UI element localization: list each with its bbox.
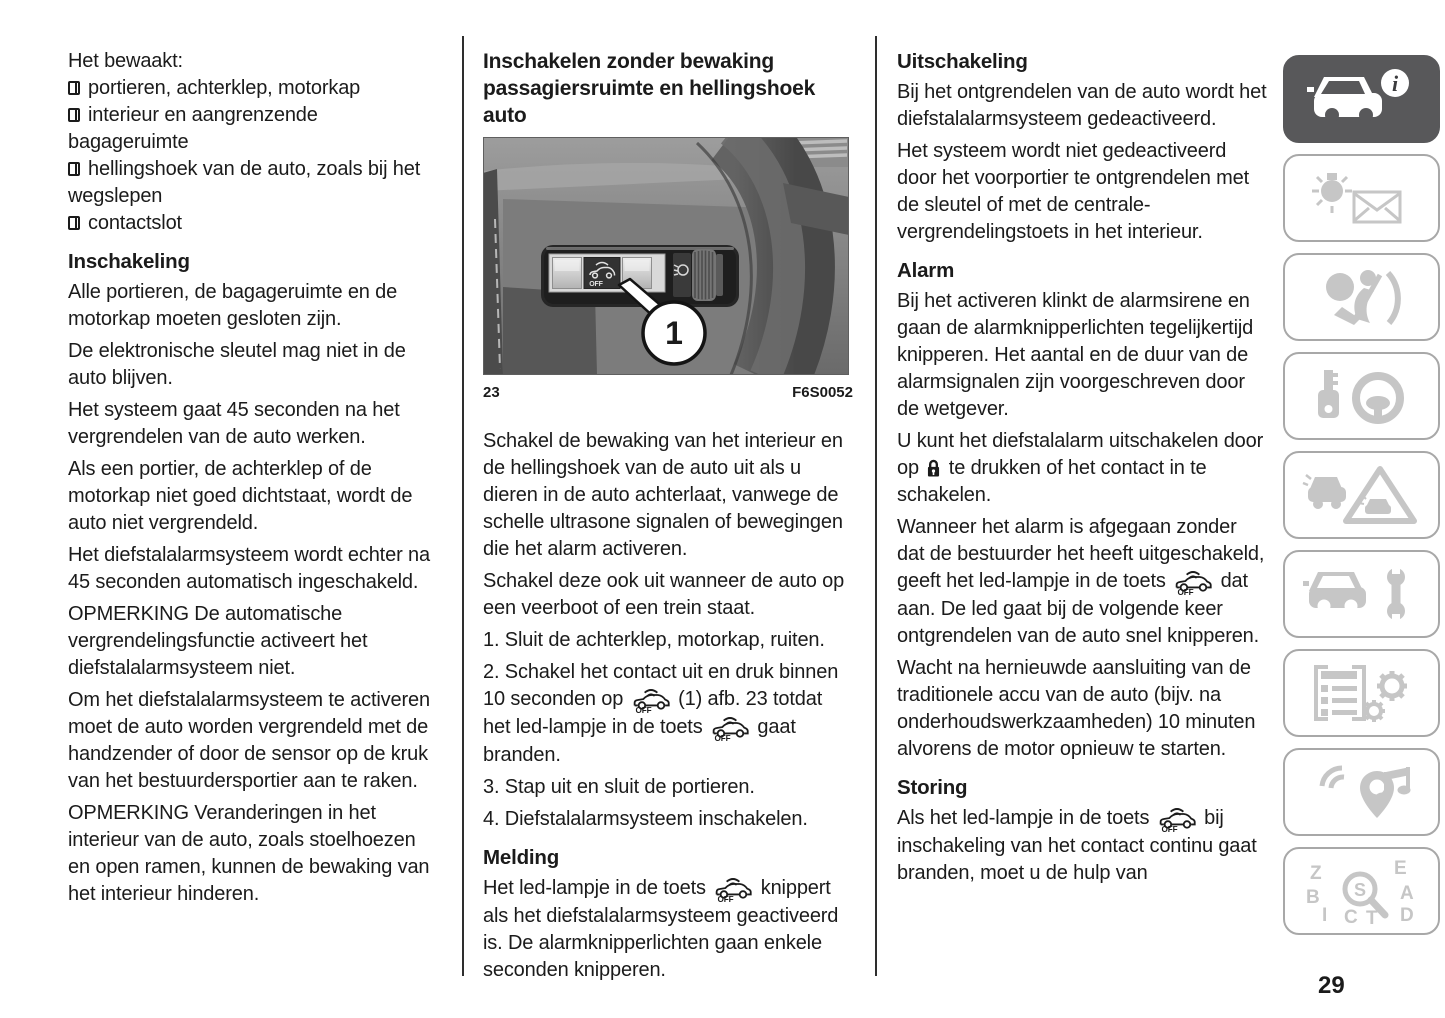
car-interior-monitoring-off-icon bbox=[710, 714, 750, 742]
paragraph: Het diefstalalarmsysteem wordt echter na 45 seconden automatisch ingeschakeld. bbox=[68, 544, 430, 593]
chapter-tab-index bbox=[1283, 847, 1440, 935]
technical-data-gears-icon bbox=[1302, 659, 1422, 727]
svg-text:T: T bbox=[1365, 908, 1378, 925]
svg-text:OFF: OFF bbox=[714, 734, 731, 742]
section-heading: Storing bbox=[897, 776, 968, 799]
callout-number: 1 bbox=[665, 315, 683, 351]
paragraph: Schakel deze ook uit wanneer de auto op een veerboot of een trein staat. bbox=[483, 570, 845, 619]
key-steering-wheel-icon bbox=[1302, 362, 1422, 430]
intro-line: Het bewaakt: bbox=[68, 50, 183, 72]
svg-text:A: A bbox=[1399, 883, 1414, 904]
dashboard-illustration bbox=[483, 137, 849, 375]
paragraph: Om het diefstalalarmsysteem te activeren moet de auto worden vergrendeld met de handzender of door de sensor op de kruk van het bestuurdersportier aan te raken. bbox=[68, 689, 430, 792]
paragraph: OPMERKING De automatische vergrendelingsfunctie activeert het diefstalalarmsysteem niet. bbox=[68, 603, 368, 679]
column-divider bbox=[462, 36, 464, 976]
paragraph: Wacht na hernieuwde aansluiting van de traditionele accu van de auto (bijv. na onderhoudswerkzaamheden) 10 minuten alvorens de motor opnieuw te starten. bbox=[897, 657, 1256, 760]
chapter-tab-emergency bbox=[1283, 451, 1440, 539]
svg-text:OFF: OFF bbox=[1161, 825, 1178, 833]
paragraph: Alle portieren, de bagageruimte en de motorkap moeten gesloten zijn. bbox=[68, 281, 398, 330]
button-off-label: OFF bbox=[589, 281, 603, 288]
section-heading: Inschakelen zonder bewaking passagiersruimte en hellingshoek auto bbox=[483, 50, 816, 127]
car-interior-monitoring-off-icon bbox=[1157, 805, 1197, 833]
svg-text:OFF: OFF bbox=[1177, 588, 1194, 596]
step-item: 3. Stap uit en sluit de portieren. bbox=[483, 776, 755, 798]
paragraph: OPMERKING Veranderingen in het interieur van de auto, zoals stoelhoezen en open ramen, kunnen de bewaking van het interieur hinderen. bbox=[68, 802, 430, 905]
paragraph: Als een portier, de achterklep of de motorkap niet goed dichtstaat, wordt de auto niet vergrendeld. bbox=[68, 458, 413, 534]
square-bullet-icon bbox=[68, 108, 80, 122]
svg-text:I: I bbox=[1321, 905, 1327, 925]
svg-text:C: C bbox=[1343, 907, 1358, 925]
step-item: 2. Schakel het contact uit en druk binnen 10 seconden op OFF (1) afb. 23 totdat het led-lampje in de toets OFF gaat branden. bbox=[483, 661, 839, 766]
paragraph: Het systeem gaat 45 seconden na het vergrendelen van de auto werken. bbox=[68, 399, 400, 448]
svg-text:OFF: OFF bbox=[717, 895, 734, 903]
page-number: 29 bbox=[1318, 972, 1345, 999]
column-2 bbox=[483, 48, 853, 989]
chapter-tab-starting-driving bbox=[1283, 352, 1440, 440]
padlock-icon bbox=[926, 458, 941, 478]
service-wrench-icon bbox=[1302, 560, 1422, 628]
emergency-warning-triangle-icon bbox=[1302, 461, 1422, 529]
figure-caption bbox=[483, 379, 853, 406]
paragraph: Het systeem wordt niet gedeactiveerd door het voorportier te ontgrendelen met de sleutel of met de centrale-vergrendelingstoets in het interieur. bbox=[897, 140, 1249, 243]
column-1 bbox=[68, 48, 442, 913]
svg-text:OFF: OFF bbox=[635, 706, 652, 714]
chapter-tab-dashboard-messages bbox=[1283, 154, 1440, 242]
car-info-icon bbox=[1302, 65, 1422, 133]
chapter-tab-technical-data bbox=[1283, 649, 1440, 737]
step-item: 4. Diefstalalarmsysteem inschakelen. bbox=[483, 808, 808, 830]
car-interior-monitoring-off-icon bbox=[713, 875, 753, 903]
warning-lights-messages-icon bbox=[1302, 164, 1422, 232]
paragraph: Schakel de bewaking van het interieur en de hellingshoek van de auto uit als u dieren in de auto achterlaat, vanwege de schelle ultrasone signalen of bewegingen die het alarm activeren. bbox=[483, 430, 843, 560]
list-item: interieur en aangrenzende bagageruimte bbox=[68, 104, 318, 153]
svg-text:Z: Z bbox=[1309, 863, 1322, 884]
car-interior-monitoring-off-icon bbox=[631, 686, 671, 714]
figure-dashboard-switch bbox=[483, 137, 853, 406]
figure-number: 23 bbox=[483, 384, 500, 401]
section-heading: Uitschakeling bbox=[897, 50, 1028, 73]
svg-text:i: i bbox=[1391, 71, 1398, 96]
svg-text:D: D bbox=[1399, 905, 1414, 925]
chapter-tab-service-maintenance bbox=[1283, 550, 1440, 638]
chapter-tab-safety bbox=[1283, 253, 1440, 341]
safety-airbag-icon bbox=[1302, 263, 1422, 331]
step-item: 1. Sluit de achterklep, motorkap, ruiten. bbox=[483, 629, 825, 651]
square-bullet-icon bbox=[68, 162, 80, 176]
svg-text:E: E bbox=[1393, 858, 1407, 879]
column-3 bbox=[897, 48, 1267, 892]
svg-text:B: B bbox=[1305, 887, 1320, 908]
paragraph: Het led-lampje in de toets OFF knippert als het diefstalalarmsysteem geactiveerd is. De alarmknipperlichten gaan enkele seconden knipperen. bbox=[483, 877, 839, 981]
square-bullet-icon bbox=[68, 81, 80, 95]
list-item: contactslot bbox=[68, 210, 442, 237]
multimedia-navigation-icon bbox=[1302, 758, 1422, 826]
column-divider bbox=[875, 36, 877, 976]
car-interior-monitoring-off-icon bbox=[1173, 568, 1213, 596]
section-heading: Alarm bbox=[897, 259, 955, 282]
paragraph: Bij het activeren klinkt de alarmsirene en gaan de alarmknipperlichten tegelijkertijd knipperen. Het aantal en de duur van de alarmsignalen zijn voorgeschreven door de wetgever. bbox=[897, 290, 1254, 420]
list-item: portieren, achterklep, motorkap bbox=[68, 75, 442, 102]
paragraph: Als het led-lampje in de toets OFF bij inschakeling van het contact continu gaat branden, moet u de hulp van bbox=[897, 807, 1257, 884]
section-heading: Melding bbox=[483, 846, 560, 869]
alphabetical-index-icon bbox=[1302, 857, 1422, 925]
svg-text:S: S bbox=[1353, 880, 1366, 900]
paragraph: U kunt het diefstalalarm uitschakelen door op te drukken of het contact in te schakelen. bbox=[897, 430, 1264, 506]
list-item: hellingshoek van de auto, zoals bij het wegslepen bbox=[68, 158, 421, 207]
figure-code: F6S0052 bbox=[792, 384, 853, 401]
section-heading: Inschakeling bbox=[68, 250, 190, 273]
paragraph: Wanneer het alarm is afgegaan zonder dat de bestuurder het heeft uitgeschakeld, geeft het led-lampje in de toets OFF dat aan. De led gaat bij de volgende keer ontgrendelen van de auto snel knipperen. bbox=[897, 516, 1265, 647]
chapter-tab-vehicle-info bbox=[1283, 55, 1440, 143]
paragraph: Bij het ontgrendelen van de auto wordt het diefstalalarmsysteem gedeactiveerd. bbox=[897, 81, 1267, 130]
square-bullet-icon bbox=[68, 216, 80, 230]
paragraph: De elektronische sleutel mag niet in de auto blijven. bbox=[68, 340, 406, 389]
chapter-tab-multimedia bbox=[1283, 748, 1440, 836]
